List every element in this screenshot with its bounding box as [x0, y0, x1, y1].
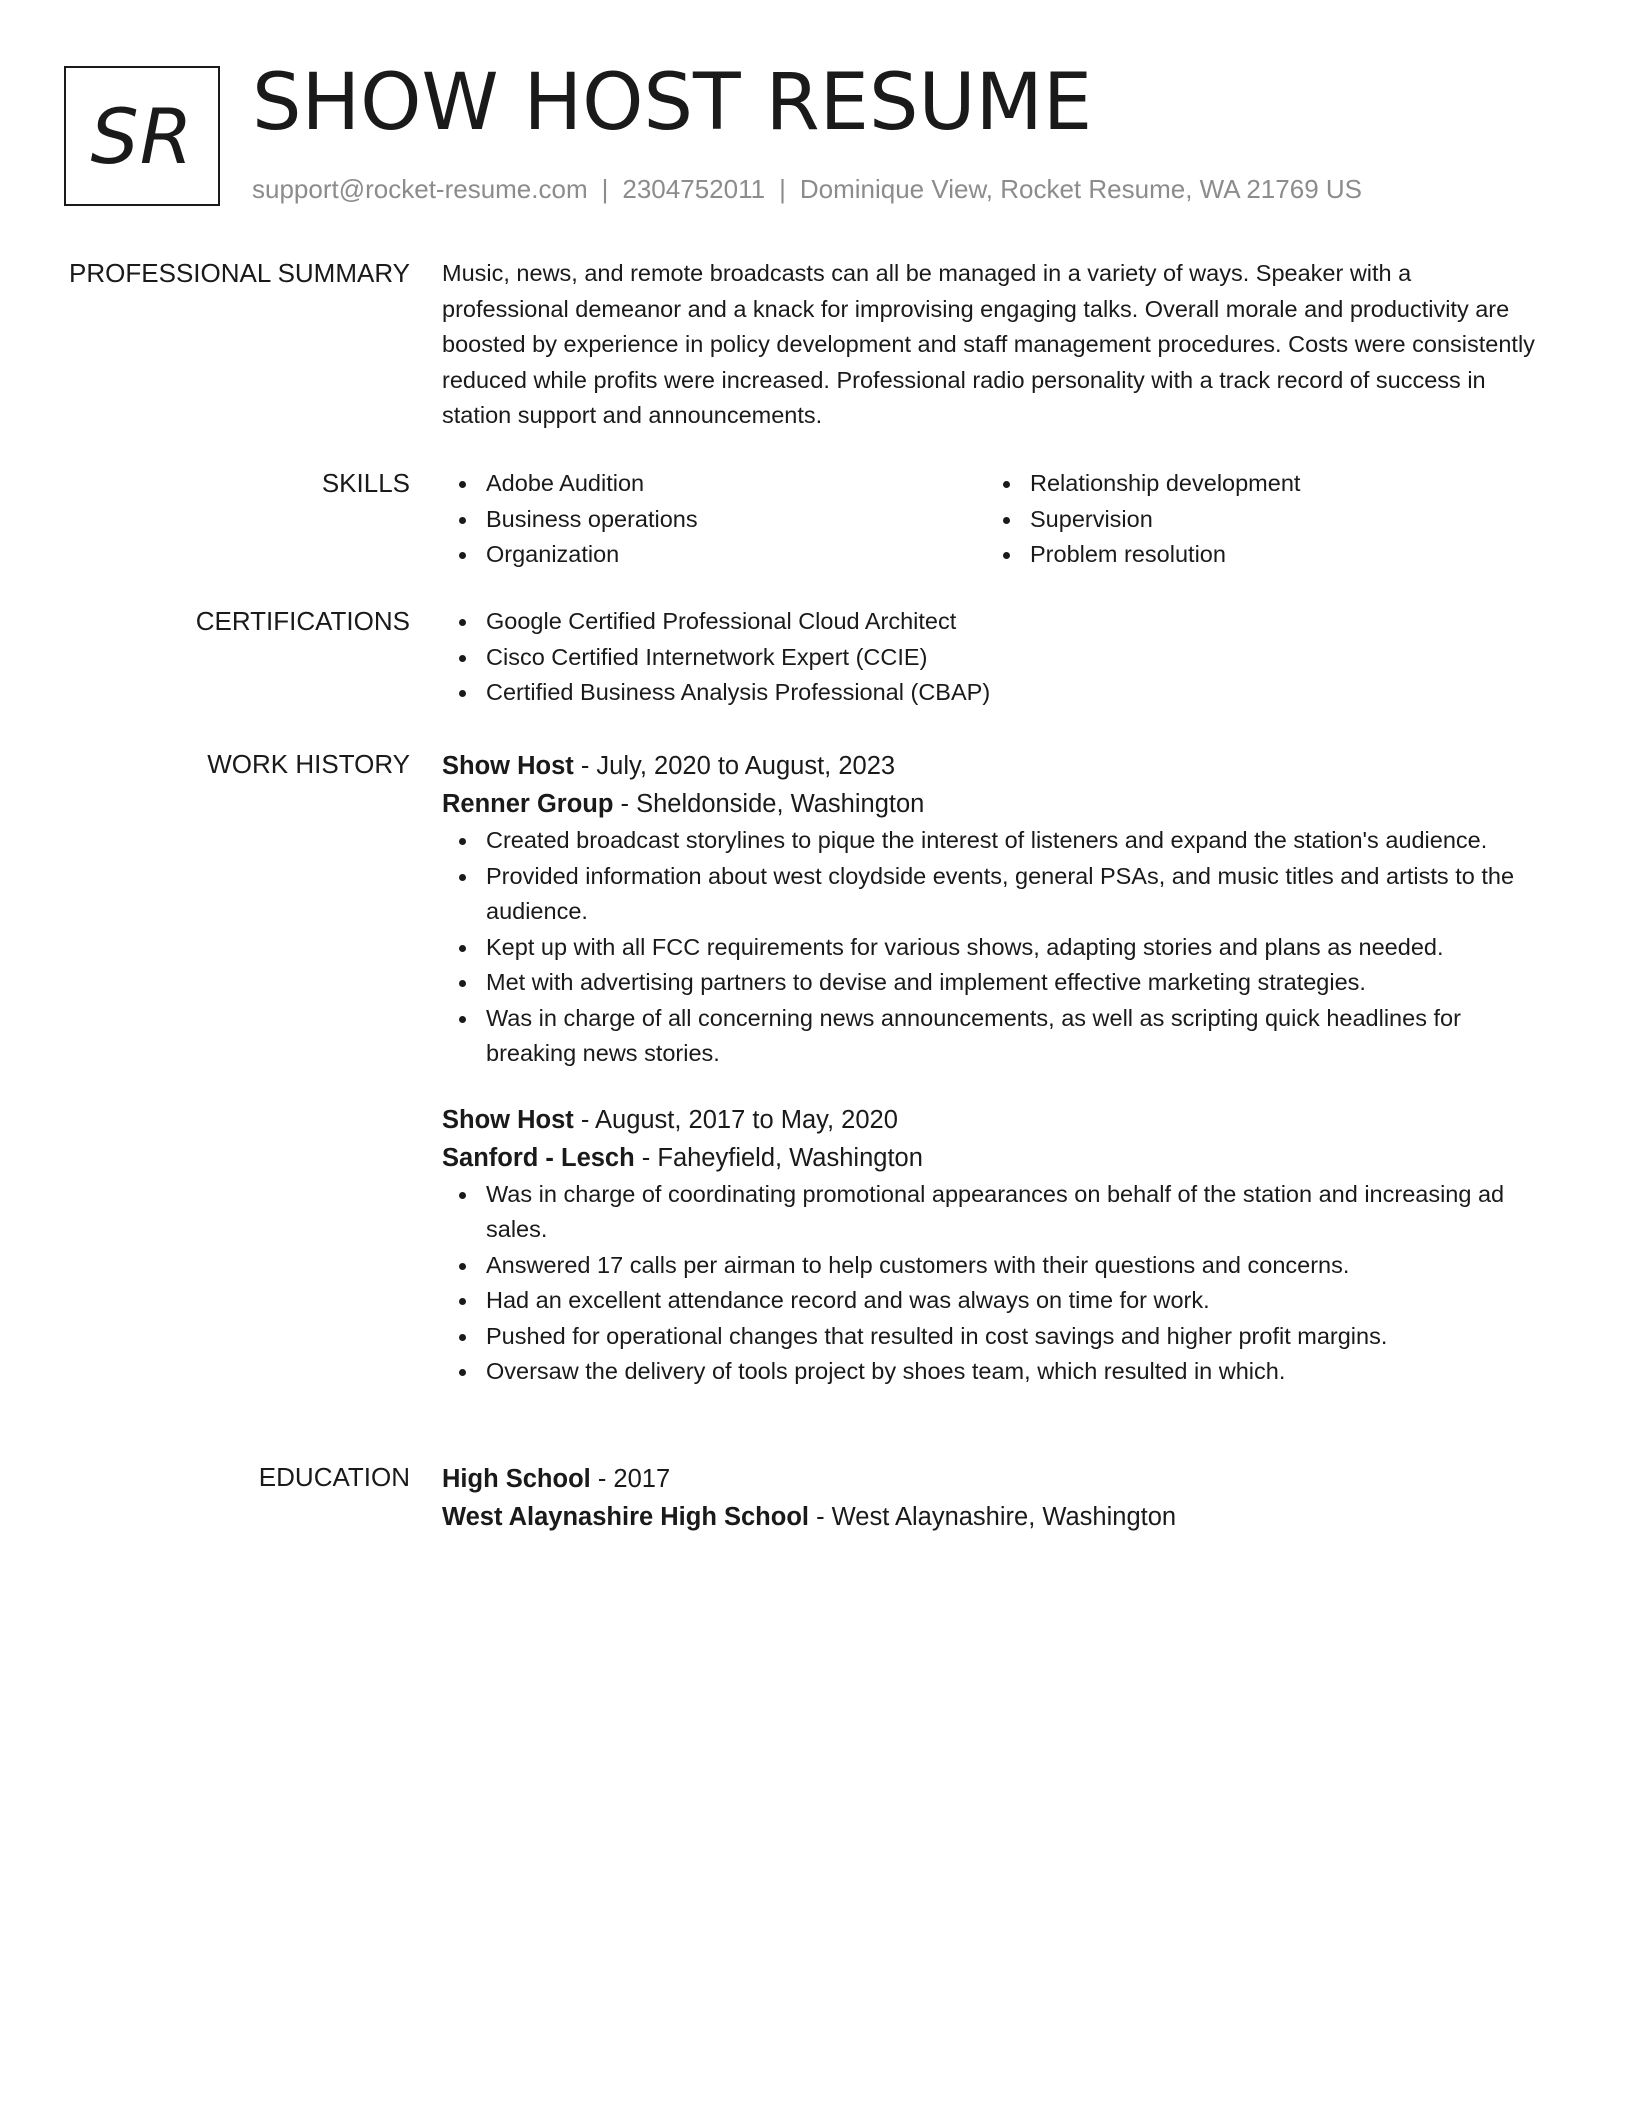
skills-column-1 [442, 466, 986, 573]
job-company-line [442, 1139, 1542, 1177]
job-company: Sanford - Lesch [442, 1143, 635, 1172]
skill-item: Supervision [1030, 502, 1530, 538]
job-entry [442, 1101, 1542, 1390]
job-location: - Faheyfield, Washington [634, 1143, 923, 1172]
job-bullet: Created broadcast storylines to pique the interest of listeners and expand the station's audience. [486, 823, 1542, 859]
job-title-line [442, 1101, 1542, 1139]
skill-item: Organization [486, 537, 986, 573]
contact-line [252, 172, 1362, 206]
education-location: - West Alaynashire, Washington [809, 1503, 1177, 1531]
work-history-heading: WORK HISTORY [207, 749, 410, 779]
page-title: SHOW HOST RESUME [252, 58, 1093, 148]
summary-body [442, 256, 1542, 434]
job-title-line [442, 747, 1542, 785]
skills-list [442, 466, 986, 573]
job-bullet-list [442, 1177, 1542, 1390]
skill-item: Business operations [486, 502, 986, 538]
certification-item: Certified Business Analysis Professional (CBAP) [486, 675, 1542, 711]
job-title: Show Host [442, 1105, 574, 1134]
certifications-body [442, 604, 1542, 711]
job-bullet: Provided information about west cloydside events, general PSAs, and music titles and artists to the audience. [486, 859, 1542, 930]
education-year: - 2017 [590, 1465, 671, 1493]
skill-item: Problem resolution [1030, 537, 1530, 573]
job-bullet: Pushed for operational changes that resulted in cost savings and higher profit margins. [486, 1319, 1542, 1355]
education-degree-line [442, 1460, 1542, 1498]
certification-item: Google Certified Professional Cloud Architect [486, 604, 1542, 640]
job-location: - Sheldonside, Washington [613, 790, 925, 818]
skills-list [986, 466, 1530, 573]
job-bullet: Met with advertising partners to devise and implement effective marketing strategies. [486, 965, 1542, 1001]
job-bullet: Was in charge of coordinating promotional appearances on behalf of the station and increasing ad sales. [486, 1177, 1542, 1248]
job-bullet: Had an excellent attendance record and was always on time for work. [486, 1283, 1542, 1319]
education-school-line [442, 1498, 1542, 1536]
job-bullet: Oversaw the delivery of tools project by shoes team, which resulted in which. [486, 1354, 1542, 1390]
skill-item: Adobe Audition [486, 466, 986, 502]
contact-separator: | [779, 174, 786, 204]
education-school: West Alaynashire High School [442, 1503, 809, 1531]
certification-item: Cisco Certified Internetwork Expert (CCIE) [486, 640, 1542, 676]
job-bullet: Was in charge of all concerning news announcements, as well as scripting quick headlines for breaking news stories. [486, 1001, 1542, 1072]
skills-body [442, 466, 1542, 573]
skills-column-2 [986, 466, 1530, 573]
education-degree: High School [442, 1465, 591, 1493]
summary-heading: PROFESSIONAL SUMMARY [69, 258, 410, 288]
contact-address: Dominique View, Rocket Resume, WA 21769 US [799, 174, 1362, 204]
job-company-line [442, 785, 1542, 823]
job-title: Show Host [442, 752, 574, 780]
education-heading: EDUCATION [258, 1462, 410, 1492]
certifications-heading: CERTIFICATIONS [195, 606, 410, 636]
education-body [442, 1460, 1542, 1536]
skill-item: Relationship development [1030, 466, 1530, 502]
job-bullet: Answered 17 calls per airman to help customers with their questions and concerns. [486, 1248, 1542, 1284]
job-bullet: Kept up with all FCC requirements for various shows, adapting stories and plans as needed. [486, 930, 1542, 966]
work-history-body [442, 747, 1542, 1390]
job-company: Renner Group [442, 790, 614, 818]
job-entry [442, 747, 1542, 1072]
contact-phone: 2304752011 [622, 174, 766, 204]
job-dates: - August, 2017 to May, 2020 [573, 1105, 898, 1134]
contact-email: support@rocket-resume.com [252, 174, 588, 204]
certifications-list [442, 604, 1542, 711]
job-dates: - July, 2020 to August, 2023 [573, 752, 896, 780]
skills-heading: SKILLS [321, 468, 410, 498]
contact-separator: | [601, 174, 609, 204]
job-bullet-list [442, 823, 1542, 1072]
skills-grid [442, 466, 1542, 573]
monogram-badge: SR [64, 66, 220, 206]
summary-text: Music, news, and remote broadcasts can all be managed in a variety of ways. Speaker with a professional demeanor and a knack for improvising engaging talks. Overall morale and productivity are boosted by experience in policy development and staff management procedures. Costs were consistently reduced while profits were increased. Professional radio personality with a track record of success in station support and announcements. [442, 260, 1535, 428]
